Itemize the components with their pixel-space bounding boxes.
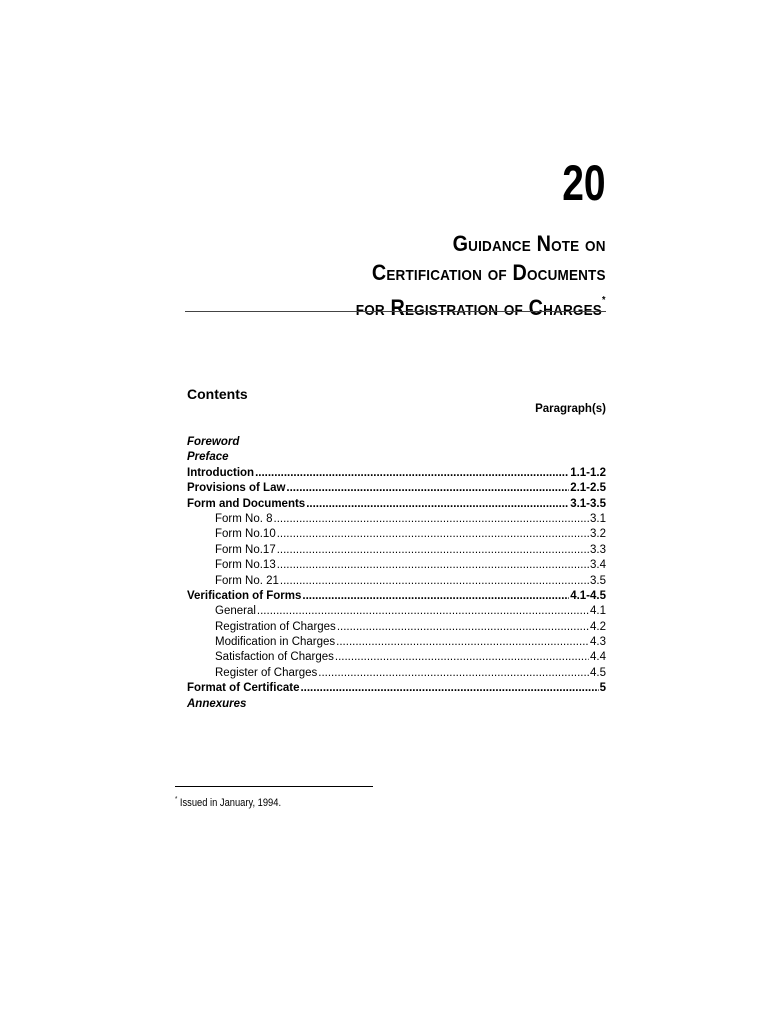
toc-entry-label: Form No. 21 [215, 574, 279, 587]
toc-entry-paragraph-ref: 5 [599, 682, 606, 695]
toc-entry-label: Satisfaction of Charges [215, 651, 334, 664]
toc-entry-label: Provisions of Law [187, 482, 286, 495]
toc-dot-leader [336, 635, 589, 650]
toc-entry [187, 497, 606, 512]
toc-dot-leader [302, 589, 569, 604]
footnote-text: Issued in January, 1994. [179, 797, 282, 809]
toc-entry-paragraph-ref: 4.1-4.5 [570, 589, 606, 602]
toc-entry-label: Introduction [187, 466, 255, 479]
toc-entry-label: Modification in Charges [215, 636, 336, 649]
toc-dot-leader [286, 481, 569, 496]
footnote-divider [175, 786, 373, 787]
title-line-2: Certification of Documents [372, 259, 606, 285]
toc-entry-label: Preface [187, 451, 229, 464]
table-of-contents [187, 435, 606, 712]
toc-entry [187, 635, 606, 650]
toc-entry-label: General [215, 605, 256, 618]
toc-dot-leader [277, 527, 589, 542]
toc-entry-paragraph-ref: 1.1-1.2 [570, 466, 606, 479]
title-line-1: Guidance Note on [452, 231, 606, 256]
footnote-mark: * [175, 796, 178, 803]
toc-entry-paragraph-ref: 4.1 [590, 605, 606, 618]
toc-entry [187, 435, 606, 450]
toc-entry-label: Foreword [187, 436, 240, 448]
toc-entry-paragraph-ref: 4.4 [590, 651, 606, 664]
chapter-title [328, 230, 606, 323]
toc-entry-paragraph-ref: 4.3 [590, 636, 606, 649]
toc-entry-paragraph-ref: 3.5 [590, 574, 606, 587]
toc-dot-leader [318, 666, 589, 681]
toc-entry-paragraph-ref: 3.1 [590, 512, 606, 525]
toc-dot-leader [255, 466, 569, 481]
title-divider [185, 311, 606, 312]
toc-dot-leader [306, 497, 569, 512]
title-line-3-wrapper [356, 287, 606, 323]
toc-entry-paragraph-ref: 4.2 [590, 620, 606, 633]
toc-entry-label: Registration of Charges [215, 620, 336, 633]
toc-entry [187, 450, 606, 465]
toc-dot-leader [274, 512, 589, 527]
toc-entry [187, 574, 606, 589]
toc-entry-label: Form No.17 [215, 543, 276, 556]
chapter-number: 20 [562, 155, 606, 211]
toc-entry-label: Form No. 8 [215, 512, 273, 525]
toc-entry-label: Annexures [187, 697, 247, 710]
toc-dot-leader [300, 681, 598, 696]
toc-entry [187, 481, 606, 496]
toc-entry-paragraph-ref: 3.2 [590, 528, 606, 541]
contents-heading: Contents [187, 386, 248, 402]
toc-dot-leader [277, 543, 589, 558]
toc-entry [187, 604, 606, 619]
toc-dot-leader [337, 620, 589, 635]
title-footnote-mark: * [602, 295, 606, 306]
toc-entry [187, 558, 606, 573]
toc-dot-leader [335, 650, 589, 665]
toc-entry [187, 697, 606, 712]
toc-entry [187, 466, 606, 481]
footnote [175, 796, 281, 809]
toc-entry-label: Form No.10 [215, 528, 276, 541]
toc-entry [187, 666, 606, 681]
toc-entry-label: Verification of Forms [187, 589, 302, 602]
toc-entry-label: Form and Documents [187, 497, 306, 510]
toc-entry [187, 543, 606, 558]
toc-dot-leader [257, 604, 589, 619]
toc-entry [187, 620, 606, 635]
toc-entry-paragraph-ref: 3.3 [590, 543, 606, 556]
toc-entry [187, 650, 606, 665]
toc-entry [187, 527, 606, 542]
toc-entry-paragraph-ref: 2.1-2.5 [570, 482, 606, 495]
paragraphs-column-heading: Paragraph(s) [535, 403, 606, 415]
toc-entry-label: Format of Certificate [187, 682, 300, 695]
toc-entry-paragraph-ref: 3.4 [590, 559, 606, 572]
title-line-3: for Registration of Charges [356, 295, 603, 320]
toc-entry-paragraph-ref: 4.5 [590, 666, 606, 679]
toc-entry-label: Register of Charges [215, 666, 318, 679]
toc-entry-paragraph-ref: 3.1-3.5 [570, 497, 606, 510]
toc-entry-label: Form No.13 [215, 559, 276, 572]
toc-entry [187, 512, 606, 527]
toc-entry [187, 681, 606, 696]
toc-entry [187, 589, 606, 604]
toc-dot-leader [277, 558, 589, 573]
toc-dot-leader [280, 574, 589, 589]
